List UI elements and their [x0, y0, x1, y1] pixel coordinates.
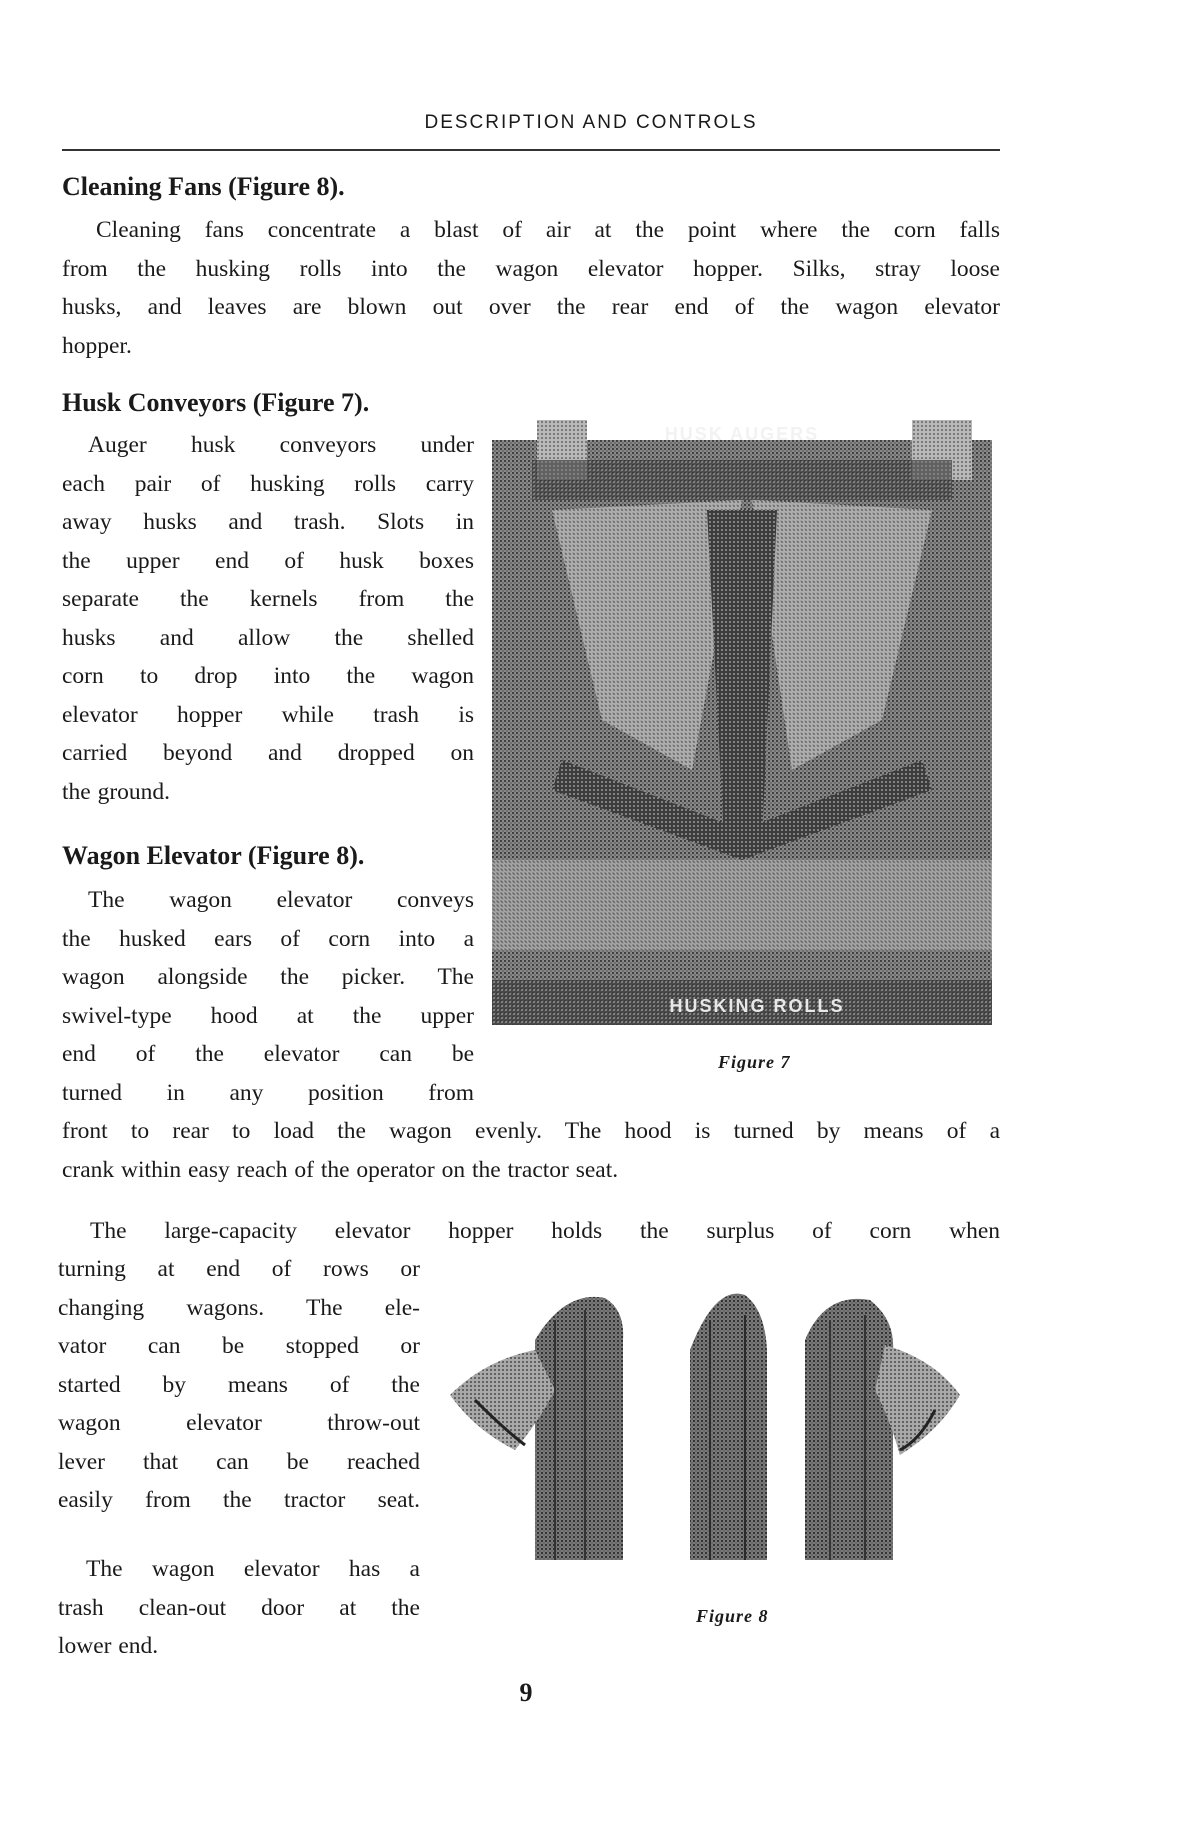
text-line: separate the kernels from the	[62, 586, 474, 612]
text-line: corn to drop into the wagon	[62, 663, 474, 689]
wagon-elevator-paragraph-wide	[62, 1112, 1000, 1189]
text-line: carried beyond and dropped on	[62, 740, 474, 766]
text-line: from the husking rolls into the wagon elevator hopper. Silks, stray loose	[62, 255, 1000, 282]
text-line: the upper end of husk boxes	[62, 547, 474, 574]
figure-8-photo	[445, 1280, 995, 1560]
text-line: elevator hopper while trash is	[62, 701, 474, 728]
cleaning-fans-paragraph	[62, 211, 1000, 365]
text-line: easily from the tractor seat.	[58, 1487, 420, 1513]
wagon-elevator-paragraph-narrow	[62, 881, 474, 1112]
cleaning-fans-heading: Cleaning Fans (Figure 8).	[62, 172, 345, 201]
text-line: Auger husk conveyors under	[88, 432, 474, 458]
text-line: trash clean-out door at the	[58, 1594, 420, 1621]
text-line: The wagon elevator conveys	[88, 887, 474, 913]
text-line: The large-capacity elevator hopper holds the surplus of corn when	[90, 1218, 1000, 1244]
text-line: vator can be stopped or	[58, 1333, 420, 1359]
text-line: the husked ears of corn into a	[62, 925, 474, 952]
text-line: changing wagons. The ele-	[58, 1294, 420, 1321]
elevator-hopper-paragraph	[58, 1250, 420, 1520]
husk-conveyors-heading: Husk Conveyors (Figure 7).	[62, 388, 370, 417]
text-line: Cleaning fans concentrate a blast of air at the point where the corn falls	[96, 217, 1000, 243]
text-line: turning at end of rows or	[58, 1256, 420, 1282]
text-line: the ground.	[62, 778, 171, 805]
photo-label-top: HUSK AUGERS	[664, 424, 820, 444]
text-line: husks, and leaves are blown out over the rear end of the wagon elevator	[62, 294, 1000, 320]
text-line: lower end.	[58, 1633, 159, 1659]
text-line: away husks and trash. Slots in	[62, 509, 474, 535]
clean-out-door-paragraph	[58, 1550, 420, 1666]
text-line: The wagon elevator has a	[86, 1556, 420, 1582]
wagon-elevator-hood-photos	[445, 1280, 995, 1560]
text-line: crank within easy reach of the operator on the tractor seat.	[62, 1156, 619, 1183]
husk-conveyors-paragraph	[62, 426, 474, 811]
page-number: 9	[519, 1678, 533, 1707]
text-line: each pair of husking rolls carry	[62, 470, 474, 497]
text-line: wagon elevator throw-out	[58, 1410, 420, 1436]
text-line: started by means of the	[58, 1371, 420, 1398]
text-line: end of the elevator can be	[62, 1041, 474, 1067]
figure-8-caption: Figure 8	[696, 1606, 769, 1626]
text-line: lever that can be reached	[58, 1448, 420, 1475]
text-line: hopper.	[62, 332, 132, 359]
husking-unit-photo	[492, 420, 992, 1025]
running-head: DESCRIPTION AND CONTROLS	[424, 112, 758, 133]
text-line: wagon alongside the picker. The	[62, 964, 474, 990]
figure-7-caption: Figure 7	[718, 1052, 791, 1072]
text-line: swivel-type hood at the upper	[62, 1002, 474, 1029]
elevator-hopper-paragraph-first-line	[62, 1212, 1000, 1251]
text-line: husks and allow the shelled	[62, 624, 474, 651]
text-line: turned in any position from	[62, 1079, 474, 1106]
figure-7-photo	[492, 420, 992, 1025]
header-rule	[62, 149, 1000, 151]
wagon-elevator-heading: Wagon Elevator (Figure 8).	[62, 841, 365, 870]
text-line: front to rear to load the wagon evenly. The hood is turned by means of a	[62, 1118, 1000, 1144]
photo-label-bottom: HUSKING ROLLS	[669, 996, 845, 1016]
